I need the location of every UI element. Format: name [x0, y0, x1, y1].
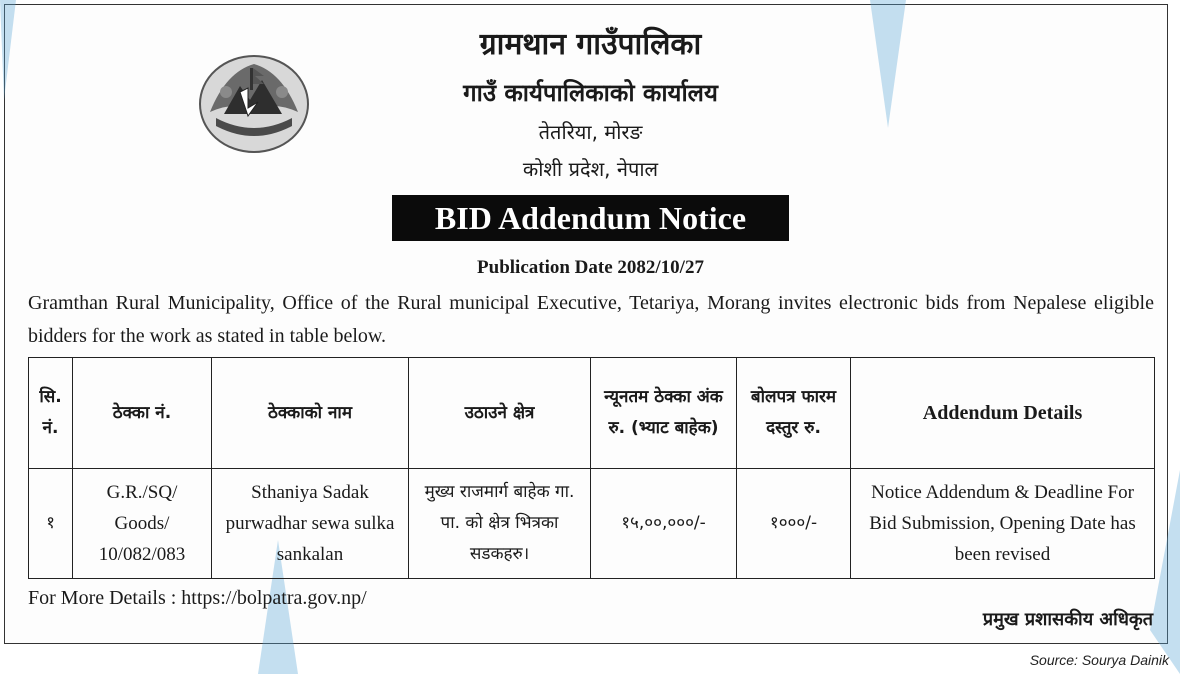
- notice-title: BID Addendum Notice: [392, 195, 789, 241]
- more-details-link[interactable]: For More Details : https://bolpatra.gov.np/: [28, 587, 367, 609]
- col-header-contract-no: ठेक्का नं.: [73, 358, 212, 469]
- municipality-name: ग्रामथान गाउँपालिका: [479, 27, 702, 62]
- cell-area: मुख्य राजमार्ग बाहेक गा. पा. को क्षेत्र भित्रका सडकहरु।: [409, 469, 591, 579]
- table-header-row: [29, 358, 1155, 469]
- intro-paragraph: Gramthan Rural Municipality, Office of the Rural municipal Executive, Tetariya, Morang invites electronic bids from Nepalese eligible bidders for the work as stated in table below.: [28, 292, 1154, 347]
- cell-sn: १: [29, 469, 73, 579]
- col-header-addendum-details: Addendum Details: [851, 358, 1155, 469]
- cell-contract-name: Sthaniya Sadak purwadhar sewa sulka sankalan: [212, 469, 409, 579]
- publication-date: Publication Date 2082/10/27: [477, 257, 704, 278]
- cell-contract-no: G.R./SQ/ Goods/ 10/082/083: [73, 469, 212, 579]
- province-line: कोशी प्रदेश, नेपाल: [522, 157, 659, 181]
- cell-form-fee: १०००/-: [737, 469, 851, 579]
- col-header-min-amount: न्यूनतम ठेक्का अंक रु. (भ्याट बाहेक): [591, 358, 737, 469]
- bid-table: [28, 357, 1155, 579]
- col-header-sn: सि. नं.: [29, 358, 73, 469]
- col-header-form-fee: बोलपत्र फारम दस्तुर रु.: [737, 358, 851, 469]
- table-row: [29, 469, 1155, 579]
- source-credit: Source: Sourya Dainik: [1029, 652, 1169, 668]
- watermark-shard-top: [870, 0, 910, 130]
- office-name: गाउँ कार्यपालिकाको कार्यालय: [463, 79, 718, 107]
- col-header-contract-name: ठेक्काको नाम: [212, 358, 409, 469]
- office-location: तेतरिया, मोरङ: [538, 120, 643, 144]
- cell-min-amount: १५,००,०००/-: [591, 469, 737, 579]
- cell-addendum-details: Notice Addendum & Deadline For Bid Submission, Opening Date has been revised: [851, 469, 1155, 579]
- signatory: प्रमुख प्रशासकीय अधिकृत: [982, 609, 1153, 630]
- col-header-area: उठाउने क्षेत्र: [409, 358, 591, 469]
